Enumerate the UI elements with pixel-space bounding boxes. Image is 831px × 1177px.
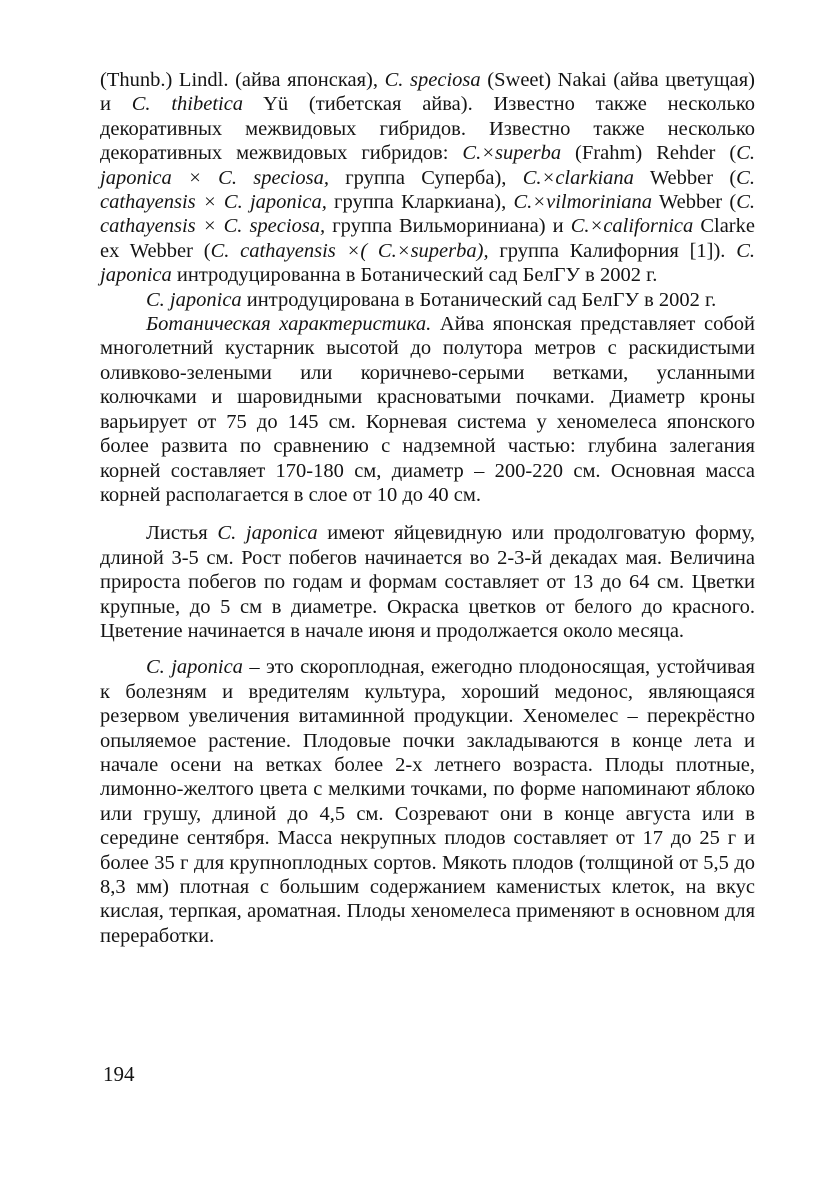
- text-run: Айва японская представляет собой многолетний кустарник высотой до полутора метров с раскидистыми оливково-зелеными или коричнево-серыми ветками, усланными колючками и шаровидными красноватыми почками. Диаметр кроны варьирует от 75 до 145 см. Корневая система у хеномелеса японского более развита по сравнению с надземной частью: глубина залегания корней составляет 170-180 см, диаметр – 200-220 см. Основная масса корней располагается в слое от 10 до 40 см.: [100, 313, 755, 506]
- italic-run: C.×superba: [462, 142, 562, 165]
- text-run: (Thunb.) Lindl. (айва японская),: [100, 69, 385, 91]
- italic-run: C. japonica: [217, 522, 318, 545]
- italic-run: C. japonica: [100, 239, 755, 287]
- text-run: Yü (тибетская айва). Известно также несколько декоративных межвидовых гибридов. Известно также несколько декоративных межвидовых гибридов:: [100, 93, 755, 165]
- text-run: (Sweet) Nakai (айва цветущая) и: [100, 69, 755, 116]
- italic-run: C. cathayensis × C. japonica,: [100, 166, 755, 214]
- text-run: Листья: [146, 522, 218, 545]
- italic-run: C.×vilmoriniana: [513, 191, 653, 214]
- text-run: группа Калифорния [1]).: [488, 239, 737, 262]
- paragraph-fruiting: [100, 655, 755, 948]
- italic-run: C. japonica × C. speciosa,: [100, 142, 755, 189]
- italic-run: C. japonica: [146, 288, 242, 311]
- italic-run: C. cathayensis ×( C.×superba),: [210, 239, 489, 262]
- text-run: – это скороплодная, ежегодно плодоносящая, устойчивая к болезням и вредителям культура, хороший медонос, являющаяся резервом увеличения витаминной продукции. Хеномелес – перекрёстно опыляемое растение. Плодовые почки закладываются в конце лета и начале осени на ветках более 2-х летнего возраста. Плоды плотные, лимонно-желтого цвета с мелкими точками, по форме напоминают яблоко или грушу, длиной до 4,5 см. Созревают они в конце августа или в середине сентября. Масса некрупных плодов составляет от 17 до 25 г и более 35 г для крупноплодных сортов. Мякоть плодов (толщиной от 5,5 до 8,3 мм) плотная с большим содержанием каменистых клеток, на вкус кислая, терпкая, ароматная. Плоды хеномелеса применяют в основном для переработки.: [100, 656, 755, 947]
- text-run: интродуцированна в Ботанический сад БелГУ в 2002 г.: [171, 264, 658, 287]
- paragraph-botanical-characteristics: [100, 312, 755, 507]
- italic-run: C. japonica: [146, 656, 243, 679]
- italic-run: C.×clarkiana: [522, 166, 634, 189]
- text-run: имеют яйцевидную или продолговатую форму, длиной 3-5 см. Рост побегов начинается во 2-3-й декадах мая. Величина прироста побегов по годам и формам составляет от 13 до 64 см. Цветки крупные, до 5 см в диаметре. Окраска цветков от белого до красного. Цветение начинается в начале июня и продолжается около месяца.: [100, 522, 755, 642]
- italic-run: C. thibetica: [131, 93, 244, 116]
- italic-run: Ботаническая характеристика.: [146, 313, 432, 336]
- text-run: Webber (: [652, 191, 737, 214]
- italic-run: C.×californica: [570, 215, 694, 238]
- italic-run: C. cathayensis × C. speciosa,: [100, 191, 756, 238]
- paragraph-hybrids: [100, 68, 755, 288]
- text-run: (Frahm) Rehder (: [561, 142, 737, 165]
- paragraph-leaves: [100, 521, 755, 643]
- text-run: группа Кларкиана),: [326, 191, 514, 214]
- paragraph-introduction: [100, 288, 755, 312]
- text-run: интродуцирована в Ботанический сад БелГУ в 2002 г.: [241, 288, 717, 311]
- text-run: группа Суперба),: [328, 166, 523, 189]
- text-run: Webber (: [633, 166, 737, 189]
- text-run: Clarke ex Webber (: [100, 215, 755, 262]
- italic-run: C. speciosa: [384, 69, 481, 91]
- text-run: группа Вильморинианa) и: [325, 215, 571, 238]
- page-body: [100, 68, 755, 948]
- page-number: 194: [103, 1062, 135, 1086]
